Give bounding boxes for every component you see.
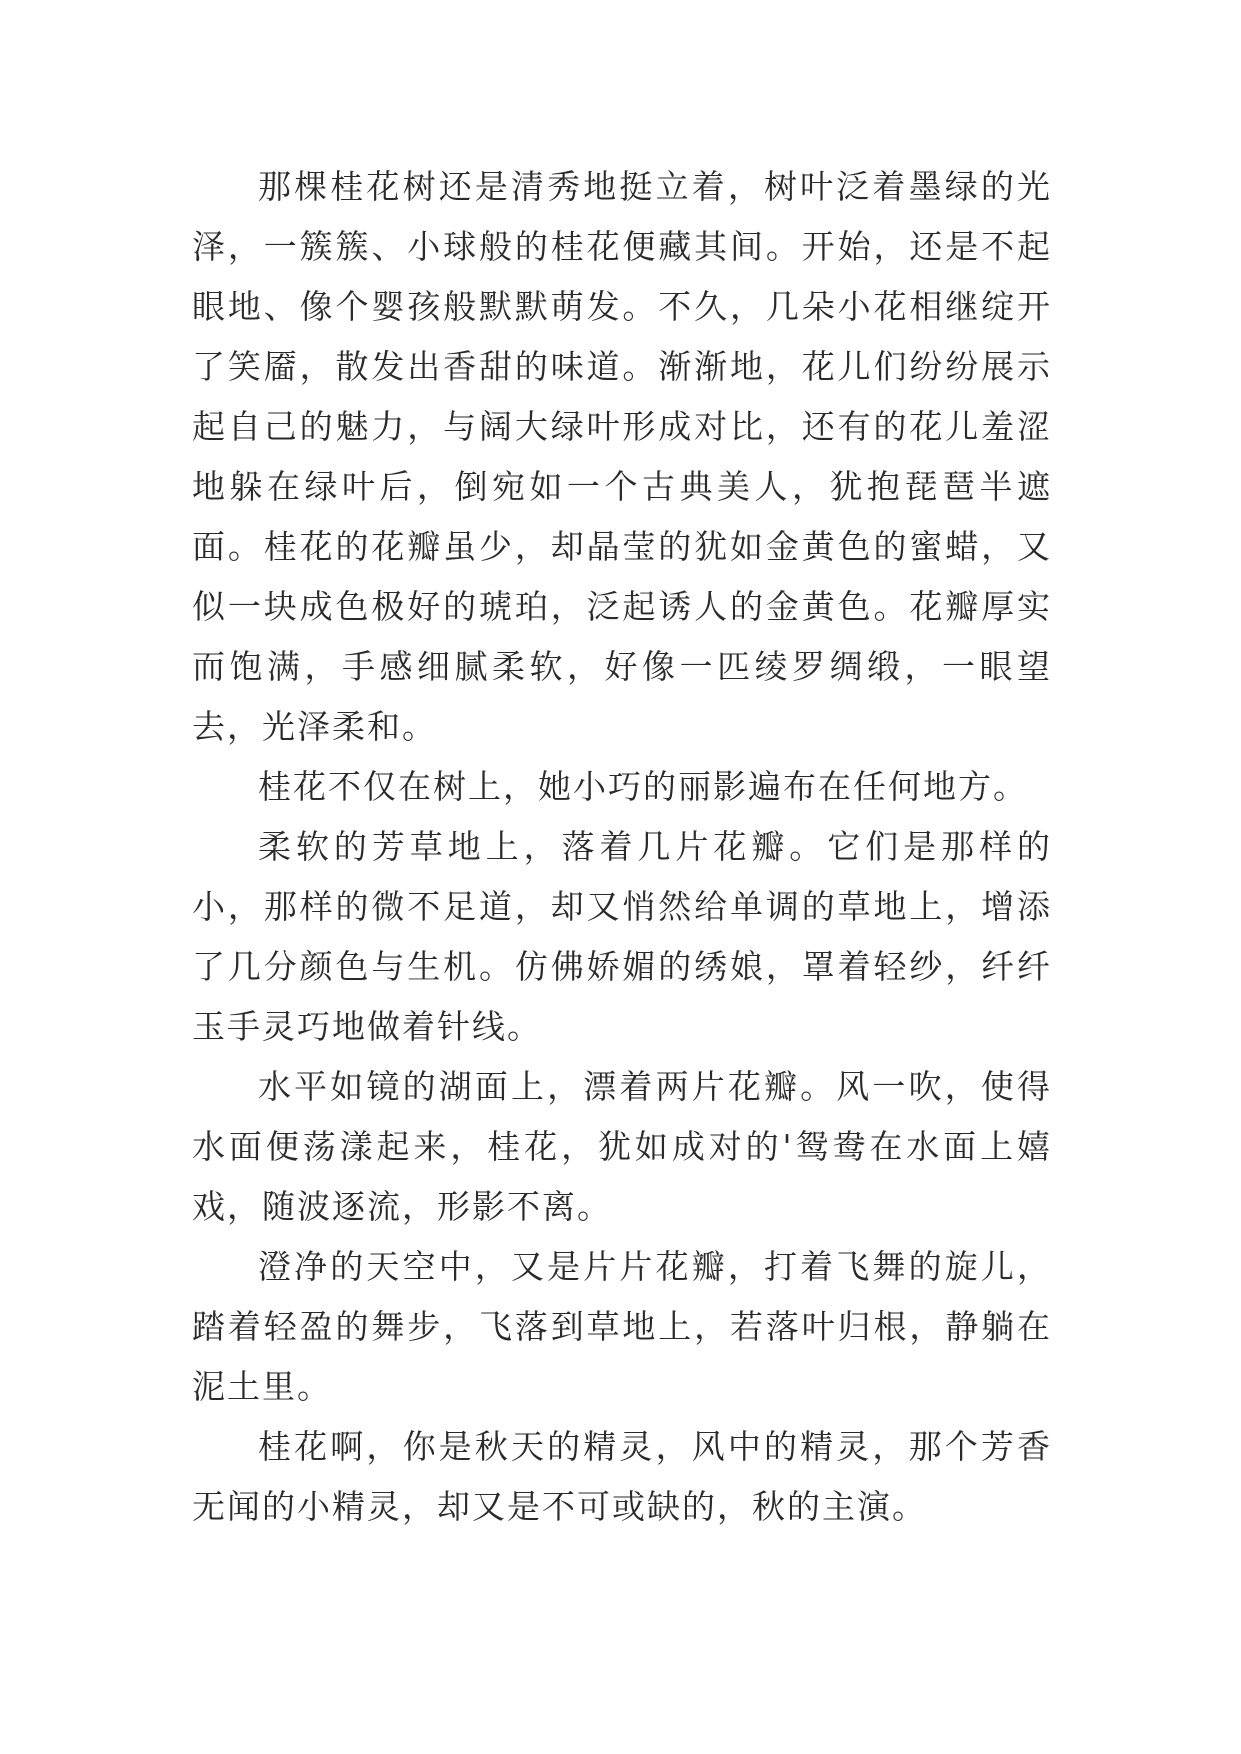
essay-body [192,157,1052,1537]
paragraph-grass: 柔软的芳草地上，落着几片花瓣。它们是那样的小，那样的微不足道，却又悄然给单调的草地上，增添了几分颜色与生机。仿佛娇媚的绣娘，罩着轻纱，纤纤玉手灵巧地做着针线。 [192,827,1052,1046]
paragraph-osmanthus-tree: 那棵桂花树还是清秀地挺立着，树叶泛着墨绿的光泽，一簇簇、小球般的桂花便藏其间。开始，还是不起眼地、像个婴孩般默默萌发。不久，几朵小花相继绽开了笑靥，散发出香甜的味道。渐渐地，花儿们纷纷展示起自己的魅力，与阔大绿叶形成对比，还有的花儿羞涩地躲在绿叶后，倒宛如一个古典美人，犹抱琵琶半遮面。桂花的花瓣虽少，却晶莹的犹如金黄色的蜜蜡，又似一块成色极好的琥珀，泛起诱人的金黄色。花瓣厚实而饱满，手感细腻柔软，好像一匹绫罗绸缎，一眼望去，光泽柔和。 [192,167,1052,746]
paragraph-lake: 水平如镜的湖面上，漂着两片花瓣。风一吹，使得水面便荡漾起来，桂花，犹如成对的'鸳鸯在水面上嬉戏，随波逐流，形影不离。 [192,1067,1052,1226]
paragraph-everywhere: 桂花不仅在树上，她小巧的丽影遍布在任何地方。 [258,767,1028,806]
paragraph-conclusion: 桂花啊，你是秋天的精灵，风中的精灵，那个芳香无闻的小精灵，却又是不可或缺的，秋的主演。 [192,1427,1052,1526]
paragraph-sky: 澄净的天空中，又是片片花瓣，打着飞舞的旋儿，踏着轻盈的舞步，飞落到草地上，若落叶归根，静躺在泥土里。 [192,1247,1052,1406]
